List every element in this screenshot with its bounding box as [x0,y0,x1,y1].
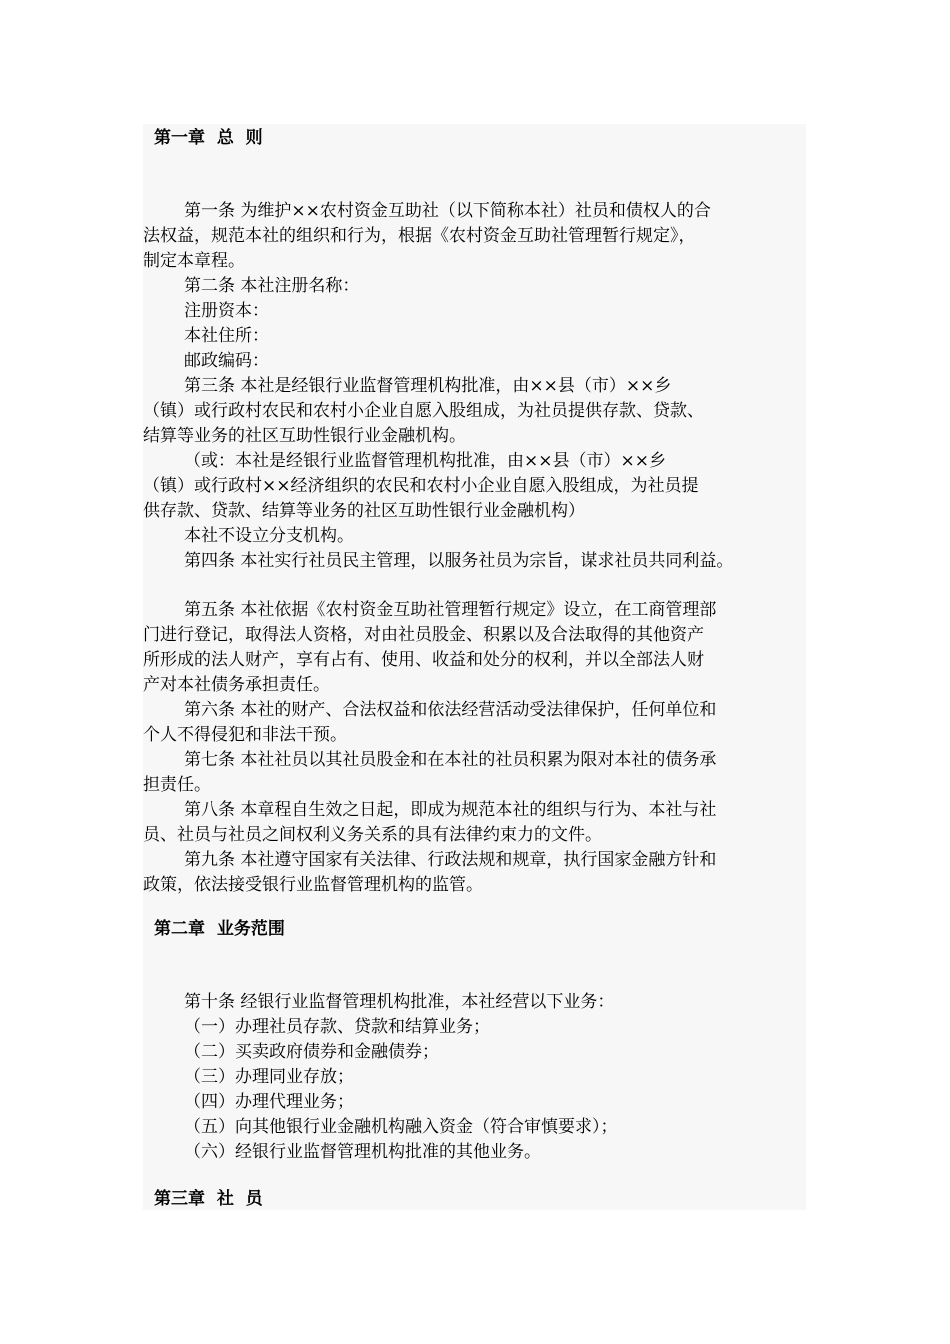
article-3-alt-line-1: （或：本社是经银行业监督管理机构批准，由××县（市）××乡 [184,451,666,471]
business-item-3: （三）办理同业存放； [184,1067,354,1087]
article-7-line-2: 担责任。 [143,775,211,795]
business-item-1: （一）办理社员存款、贷款和结算业务； [184,1017,490,1037]
chapter-3-title: 第三章 社 员 [154,1189,263,1209]
chapter-1-title: 第一章 总 则 [154,128,263,148]
article-1-line-2: 法权益，规范本社的组织和行为，根据《农村资金互助社管理暂行规定》， [143,226,696,246]
no-branch-line: 本社不设立分支机构。 [184,526,354,546]
address-line: 本社住所： [184,326,269,346]
business-item-2: （二）买卖政府债券和金融债券； [184,1042,439,1062]
chapter-2-articles [143,990,806,1165]
chapter-1-articles-1-4 [143,199,806,574]
business-item-5: （五）向其他银行业金融机构融入资金（符合审慎要求）； [184,1117,618,1137]
article-6-line-1: 第六条 本社的财产、合法权益和依法经营活动受法律保护，任何单位和 [184,700,717,720]
article-3-alt-line-3: 供存款、贷款、结算等业务的社区互助性银行业金融机构） [143,501,585,521]
article-1-line-1: 第一条 为维护××农村资金互助社（以下简称本社）社员和债权人的合 [184,201,711,221]
article-3-line-2: （镇）或行政村农民和农村小企业自愿入股组成，为社员提供存款、贷款、 [143,401,704,421]
article-5-line-4: 产对本社债务承担责任。 [143,675,330,695]
article-5-line-1: 第五条 本社依据《农村资金互助社管理暂行规定》设立，在工商管理部 [184,600,717,620]
registered-capital-line: 注册资本： [184,301,269,321]
article-1-line-3: 制定本章程。 [143,251,245,271]
article-5-line-3: 所形成的法人财产，享有占有、使用、收益和处分的权利，并以全部法人财 [143,650,704,670]
chapter-1-articles-5-9 [143,598,806,898]
article-2-line-1: 第二条 本社注册名称： [184,276,360,296]
chapter-2-title: 第二章 业务范围 [154,919,285,939]
article-9-line-2: 政策，依法接受银行业监督管理机构的监管。 [143,875,483,895]
business-item-6: （六）经银行业监督管理机构批准的其他业务。 [184,1142,541,1162]
article-4-line-1: 第四条 本社实行社员民主管理，以服务社员为宗旨，谋求社员共同利益。 [184,551,734,571]
article-8-line-2: 员、社员与社员之间权利义务关系的具有法律约束力的文件。 [143,825,602,845]
postal-code-line: 邮政编码： [184,351,269,371]
article-10-line-1: 第十条 经银行业监督管理机构批准，本社经营以下业务： [184,992,615,1012]
business-item-4: （四）办理代理业务； [184,1092,354,1112]
article-6-line-2: 个人不得侵犯和非法干预。 [143,725,347,745]
article-7-line-1: 第七条 本社社员以其社员股金和在本社的社员积累为限对本社的债务承 [184,750,717,770]
article-3-line-1: 第三条 本社是经银行业监督管理机构批准，由××县（市）××乡 [184,376,672,396]
article-5-line-2: 门进行登记，取得法人资格，对由社员股金、积累以及合法取得的其他资产 [143,625,704,645]
article-8-line-1: 第八条 本章程自生效之日起，即成为规范本社的组织与行为、本社与社 [184,800,717,820]
article-3-alt-line-2: （镇）或行政村××经济组织的农民和农村小企业自愿入股组成，为社员提 [143,476,699,496]
article-9-line-1: 第九条 本社遵守国家有关法律、行政法规和规章，执行国家金融方针和 [184,850,717,870]
article-3-line-3: 结算等业务的社区互助性银行业金融机构。 [143,426,466,446]
